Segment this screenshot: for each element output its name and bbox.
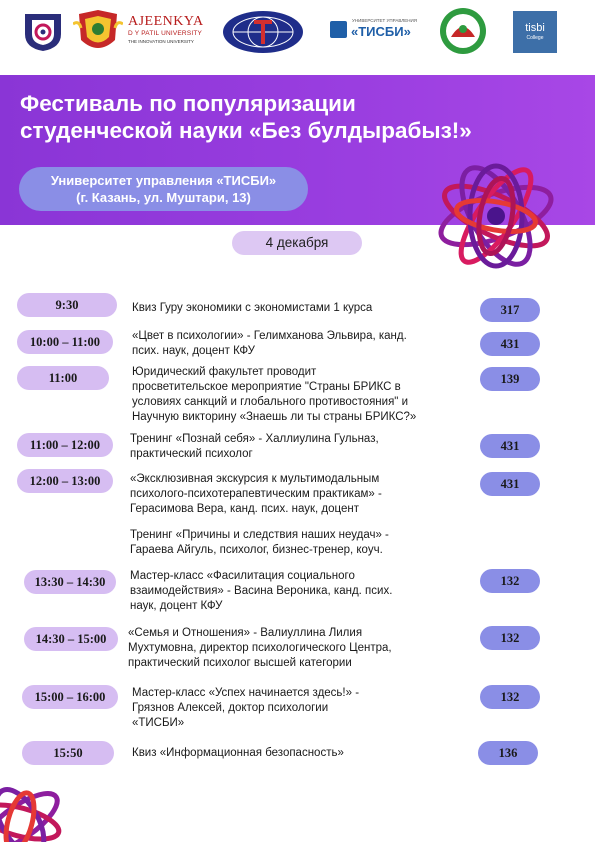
- partner-name: AJEENKYA: [128, 14, 204, 29]
- ajeenkya-wordmark: [128, 14, 212, 45]
- event-line: псих. наук, доцент КФУ: [132, 345, 255, 357]
- event-line: Гараева Айгуль, психолог, бизнес-тренер, коуч.: [130, 544, 383, 556]
- ribbon-decoration-top: [432, 140, 560, 292]
- event-line: Мухтумовна, директор психологического Центра,: [128, 642, 392, 654]
- room-pill: 132: [480, 569, 540, 593]
- room-pill: 317: [480, 298, 540, 322]
- room-pill: 431: [480, 472, 540, 496]
- event-description: [132, 329, 407, 359]
- venue-line-1: Университет управления «ТИСБИ»: [50, 173, 277, 188]
- time-pill: 12:00 – 13:00: [17, 469, 113, 493]
- event-line: «Эксклюзивная экскурсия к мультимодальным: [130, 473, 380, 485]
- event-line: Тренинг «Причины и следствия наших неудач» -: [130, 529, 389, 541]
- event-line: взаимодействия» - Васина Вероника, канд. псих.: [130, 585, 393, 597]
- event-line: психолого-психотерапевтическим практикам» -: [130, 488, 382, 500]
- venue-badge: [19, 167, 308, 211]
- event-line: наук, доцент КФУ: [130, 600, 223, 612]
- date-badge: 4 декабря: [232, 231, 362, 255]
- event-line: практический психолог высшей категории: [128, 657, 352, 669]
- event-line: Квиз Гуру экономики с экономистами 1 курса: [132, 302, 373, 314]
- event-description: [128, 626, 392, 671]
- ajeenkya-crest-logo: [73, 10, 123, 56]
- room-pill: 139: [480, 367, 540, 391]
- time-pill: 11:00 – 12:00: [17, 433, 113, 457]
- event-line: Герасимова Вера, канд. псих. наук, доцент: [130, 503, 359, 515]
- room-pill: 132: [480, 685, 540, 709]
- room-pill: 136: [478, 741, 538, 765]
- event-description: [132, 746, 344, 761]
- logo-strip: [0, 0, 595, 75]
- event-description: [132, 686, 359, 731]
- globe-oval-logo: [222, 10, 304, 54]
- event-line: Научную викторину «Знаешь ли ты страны БРИКС?»: [132, 411, 417, 423]
- event-line: условиях санкций и глобального противостояния" и: [132, 396, 409, 408]
- page-title: [20, 90, 540, 144]
- tatarstan-emblem-logo: [439, 7, 487, 55]
- tisbi-name: «ТИСБИ»: [351, 24, 411, 39]
- tisbi-college-logo: [513, 11, 557, 53]
- event-line: «Семья и Отношения» - Валиуллина Лилия: [128, 627, 363, 639]
- time-pill: 14:30 – 15:00: [24, 627, 118, 651]
- room-pill: 431: [480, 332, 540, 356]
- tisbi-mark-icon: [330, 21, 347, 38]
- partner-tagline: THE INNOVATION UNIVERSITY: [128, 39, 194, 44]
- event-line: «ТИСБИ»: [132, 717, 185, 729]
- partner-sub: D Y PATIL UNIVERSITY: [128, 30, 203, 37]
- event-description: [130, 472, 382, 517]
- event-description: [130, 528, 389, 558]
- event-line: «Цвет в психологии» - Гелимханова Эльвира, канд.: [132, 330, 407, 342]
- event-description: [130, 432, 379, 462]
- time-pill: 15:50: [22, 741, 114, 765]
- tisbi-logo: [330, 18, 426, 44]
- venue-line-2: (г. Казань, ул. Муштари, 13): [76, 190, 251, 205]
- time-pill: 13:30 – 14:30: [24, 570, 116, 594]
- event-description: [130, 569, 392, 614]
- title-line-2: студенческой науки «Без булдырабыз!»: [20, 118, 472, 143]
- title-line-1: Фестиваль по популяризации: [20, 91, 356, 116]
- college-sub: College: [526, 35, 544, 41]
- event-line: Грязнов Алексей, доктор психологии: [132, 702, 329, 714]
- room-pill: 132: [480, 626, 540, 650]
- event-line: Мастер-класс «Успех начинается здесь!» -: [132, 687, 360, 699]
- time-pill: 9:30: [17, 293, 117, 317]
- event-description: [132, 301, 372, 316]
- event-line: Квиз «Информационная безопасность»: [132, 747, 344, 759]
- event-line: Тренинг «Познай себя» - Халлиулина Гульназ,: [130, 433, 379, 445]
- tisbi-small: УНИВЕРСИТЕТ УПРАВЛЕНИЯ: [352, 18, 417, 23]
- college-name: tisbi: [525, 22, 545, 34]
- time-pill: 15:00 – 16:00: [22, 685, 118, 709]
- ribbon-decoration-bottom: [0, 772, 72, 842]
- event-line: Юридический факультет проводит: [132, 366, 317, 378]
- university-emblem-logo: [22, 12, 64, 52]
- time-pill: 11:00: [17, 366, 109, 390]
- event-description: [132, 365, 416, 425]
- room-pill: 431: [480, 434, 540, 458]
- time-pill: 10:00 – 11:00: [17, 330, 113, 354]
- event-line: просветительское мероприятие "Страны БРИКС в: [132, 381, 401, 393]
- event-line: практический психолог: [130, 448, 253, 460]
- event-line: Мастер-класс «Фасилитация социального: [130, 570, 355, 582]
